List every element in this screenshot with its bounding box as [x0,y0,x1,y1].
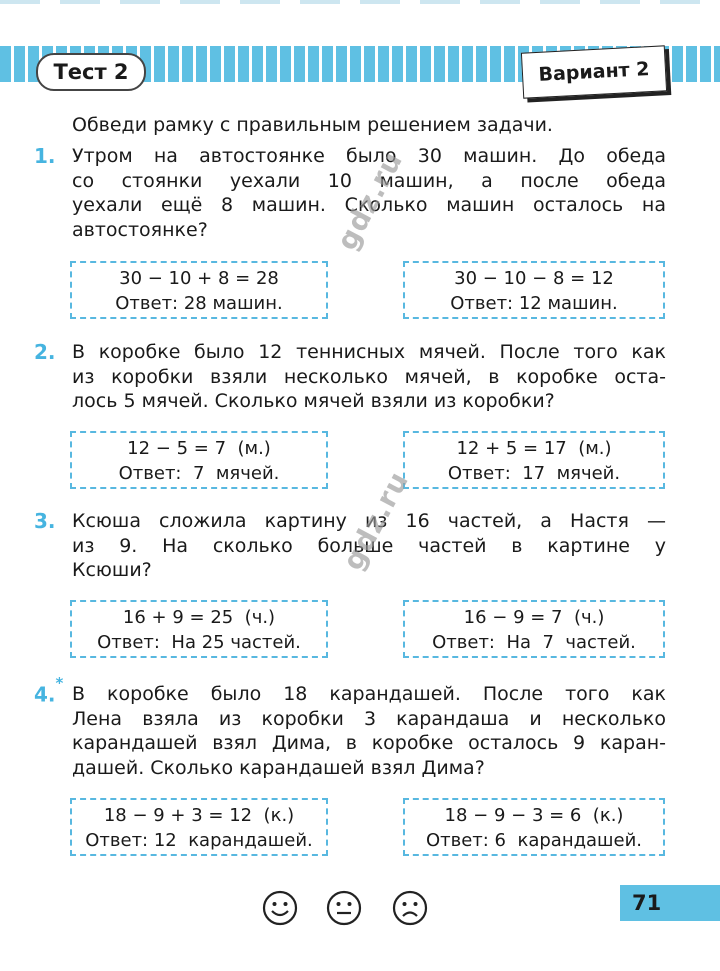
test-label-badge: Тест 2 [36,53,146,91]
problem-line: В коробке было 18 карандашей. После того как [72,683,666,705]
problem-line: со стоянки уехали 10 машин, а после обеда [72,169,666,192]
problem-line: автостоянке? [72,218,208,241]
solution-expression: 16 + 9 = 25 (ч.) [122,607,276,628]
self-assessment-smileys [262,890,442,930]
problem-line: из коробки взяли несколько мячей, в коробке оста- [72,365,666,388]
problem-line: Ксюша сложила картину из 16 частей, а Настя — [72,510,666,532]
problem-1-option-a[interactable] [70,261,328,319]
problem-4-option-b[interactable] [403,798,665,856]
watermark: gdz.ru [330,145,410,256]
solution-expression: 12 + 5 = 17 (м.) [456,438,612,459]
solution-expression: 12 − 5 = 7 (м.) [127,438,271,459]
watermark: gdz.ru [336,465,416,576]
problem-4-text [72,682,666,780]
solution-answer: Ответ: 7 мячей. [118,463,280,484]
problem-4-option-a[interactable] [70,798,328,856]
problem-line: Утром на автостоянке было 30 машин. До обеда [72,145,666,167]
neutral-face-icon[interactable] [326,890,362,926]
challenge-star-icon: * [55,674,64,692]
solution-expression: 18 − 9 − 3 = 6 (к.) [444,805,624,826]
solution-answer: Ответ: На 7 частей. [432,632,636,653]
problem-line: уехали ещё 8 машин. Сколько машин осталось на [72,194,666,216]
problem-3-option-a[interactable] [70,600,328,658]
problem-1-number: 1. [34,144,56,168]
problem-2-number: 2. [34,340,56,364]
problem-1-option-b[interactable] [403,261,665,319]
solution-answer: Ответ: 28 машин. [115,293,283,314]
problem-4-number-text: 4. [34,682,56,707]
solution-expression: 16 − 9 = 7 (ч.) [463,607,605,628]
problem-line: Лена взяла из коробки 3 карандаша и несколько [72,707,666,730]
solution-answer: Ответ: 17 мячей. [447,463,621,484]
task-instruction: Обведи рамку с правильным решением задачи. [72,114,553,136]
page-number: 71 [632,891,662,915]
solution-expression: 30 − 10 − 8 = 12 [454,268,614,289]
problem-4-number [34,674,64,707]
problem-line: Ксюши? [72,559,152,581]
variant-label-box: Вариант 2 [521,45,667,98]
sad-face-icon[interactable] [392,890,428,926]
solution-answer: Ответ: 12 машин. [450,293,618,314]
problem-line: дашей. Сколько карандашей взял Дима? [72,756,485,779]
problem-line: из 9. На сколько больше частей в картине у [72,534,666,557]
solution-answer: Ответ: 12 карандашей. [85,830,313,851]
problem-line: карандашей взял Дима, в коробке осталось 9 каран- [72,732,666,754]
problem-line: лось 5 мячей. Сколько мячей взяли из коробки? [72,390,555,412]
top-decorative-line [0,0,720,4]
problem-3-number: 3. [34,509,56,533]
solution-answer: Ответ: На 25 частей. [97,632,301,653]
solution-answer: Ответ: 6 карандашей. [425,830,643,851]
problem-2-text [72,340,666,414]
happy-face-icon[interactable] [262,890,298,926]
problem-line: В коробке было 12 теннисных мячей. После того как [72,341,666,363]
problem-3-option-b[interactable] [403,600,665,658]
solution-expression: 30 − 10 + 8 = 28 [119,268,279,289]
problem-2-option-a[interactable] [70,431,328,489]
solution-expression: 18 − 9 + 3 = 12 (к.) [103,805,295,826]
problem-2-option-b[interactable] [403,431,665,489]
